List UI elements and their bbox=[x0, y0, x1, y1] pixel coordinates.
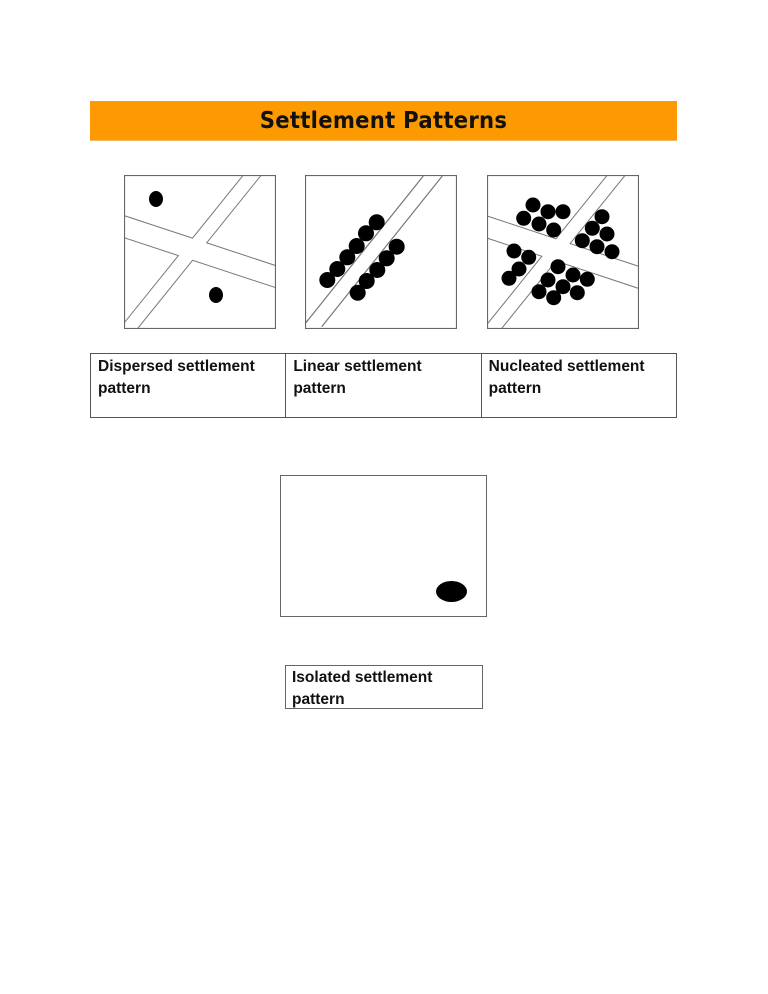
label-dispersed: Dispersed settlement pattern bbox=[91, 354, 286, 418]
nucleated-pattern-figure bbox=[487, 175, 639, 329]
isolated-pattern-figure bbox=[280, 475, 487, 617]
linear-pattern-figure bbox=[305, 175, 457, 329]
dispersed-pattern-figure bbox=[124, 175, 276, 329]
settlement-dot bbox=[209, 287, 223, 303]
title-banner bbox=[90, 101, 677, 141]
label-linear: Linear settlement pattern bbox=[286, 354, 481, 418]
settlement-dot bbox=[436, 581, 467, 602]
label-isolated: Isolated settlement pattern bbox=[285, 665, 483, 709]
settlement-dot bbox=[149, 191, 163, 207]
pattern-labels-table bbox=[90, 353, 677, 418]
page-title: Settlement Patterns bbox=[259, 107, 508, 134]
label-nucleated: Nucleated settlement pattern bbox=[481, 354, 676, 418]
